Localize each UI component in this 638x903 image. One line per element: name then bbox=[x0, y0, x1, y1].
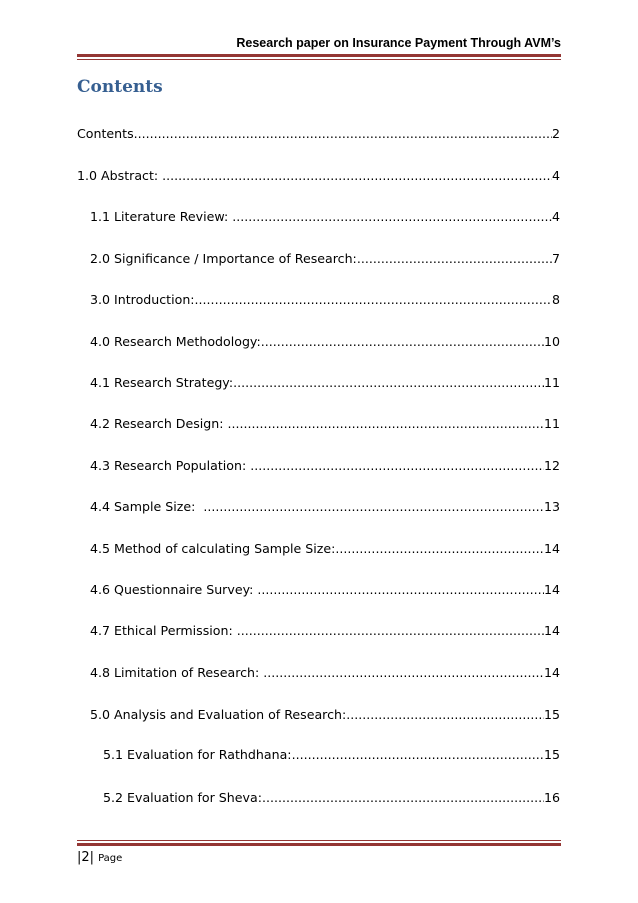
toc-entry-ethical-permission[interactable] bbox=[90, 622, 560, 640]
toc-leader bbox=[257, 581, 544, 599]
toc-page-number: 16 bbox=[543, 790, 560, 805]
toc-page-number: 14 bbox=[543, 582, 560, 597]
toc-label: 4.5 Method of calculating Sample Size: bbox=[90, 541, 336, 556]
toc-leader bbox=[357, 250, 552, 268]
footer-page-word: Page bbox=[98, 853, 123, 864]
toc-page-number: 13 bbox=[543, 499, 560, 514]
footer-rule-thin bbox=[77, 840, 561, 841]
toc-leader bbox=[134, 125, 552, 143]
toc-entry-analysis-evaluation[interactable] bbox=[90, 706, 560, 724]
toc-entry-questionnaire-survey[interactable] bbox=[90, 581, 560, 599]
footer-page-number: 2 bbox=[81, 850, 90, 865]
toc-page-number: 4 bbox=[551, 168, 560, 183]
toc-leader bbox=[346, 706, 544, 724]
toc-page-number: 2 bbox=[551, 126, 560, 141]
toc-entry-research-population[interactable] bbox=[90, 457, 560, 475]
toc-entry-sample-size-method[interactable] bbox=[90, 540, 560, 558]
toc-entry-contents[interactable] bbox=[77, 125, 560, 143]
toc-entry-abstract[interactable] bbox=[77, 167, 560, 185]
toc-page-number: 15 bbox=[543, 707, 560, 722]
header-rule-thin bbox=[77, 59, 561, 60]
toc-label: 4.7 Ethical Permission: bbox=[90, 623, 237, 638]
toc-leader bbox=[162, 167, 552, 185]
toc-label: 5.1 Evaluation for Rathdhana: bbox=[103, 747, 292, 762]
toc-page-number: 11 bbox=[543, 375, 560, 390]
toc-entry-literature-review[interactable] bbox=[90, 208, 560, 226]
toc-entry-research-design[interactable] bbox=[90, 415, 560, 433]
footer-separator: | bbox=[77, 850, 82, 865]
toc-leader bbox=[203, 498, 544, 516]
toc-page-number: 12 bbox=[543, 458, 560, 473]
toc-page-number: 14 bbox=[543, 623, 560, 638]
page-header-title: Research paper on Insurance Payment Through AVM’s bbox=[236, 36, 561, 50]
toc-label: 4.6 Questionnaire Survey: bbox=[90, 582, 258, 597]
toc-leader bbox=[261, 333, 544, 351]
toc-page-number: 15 bbox=[543, 747, 560, 762]
toc-entry-significance[interactable] bbox=[90, 250, 560, 268]
toc-entry-sample-size[interactable] bbox=[90, 498, 560, 516]
toc-label: 4.1 Research Strategy: bbox=[90, 375, 234, 390]
toc-label: 3.0 Introduction: bbox=[90, 292, 195, 307]
toc-page-number: 10 bbox=[543, 334, 560, 349]
toc-label: 4.8 Limitation of Research: bbox=[90, 665, 264, 680]
toc-label: Contents bbox=[77, 126, 134, 141]
toc-label: 5.2 Evaluation for Sheva: bbox=[103, 790, 262, 805]
toc-page-number: 14 bbox=[543, 541, 560, 556]
toc-leader bbox=[232, 208, 552, 226]
toc-entry-research-strategy[interactable] bbox=[90, 374, 560, 392]
toc-entry-research-methodology[interactable] bbox=[90, 333, 560, 351]
toc-label: 4.0 Research Methodology: bbox=[90, 334, 261, 349]
toc-label: 4.2 Research Design: bbox=[90, 416, 228, 431]
toc-entry-introduction[interactable] bbox=[90, 291, 560, 309]
toc-leader bbox=[250, 457, 544, 475]
toc-leader bbox=[228, 415, 544, 433]
toc-label: 4.3 Research Population: bbox=[90, 458, 251, 473]
toc-leader bbox=[292, 746, 544, 764]
toc-entry-limitation[interactable] bbox=[90, 664, 560, 682]
page-footer bbox=[77, 850, 122, 865]
toc-entry-evaluation-rathdhana[interactable] bbox=[103, 746, 560, 764]
toc-leader bbox=[237, 622, 544, 640]
toc-label: 1.0 Abstract: bbox=[77, 168, 163, 183]
toc-leader bbox=[263, 664, 544, 682]
toc-page-number: 7 bbox=[551, 251, 560, 266]
toc-page-number: 14 bbox=[543, 665, 560, 680]
toc-page-number: 4 bbox=[551, 209, 560, 224]
toc-label: 5.0 Analysis and Evaluation of Research: bbox=[90, 707, 347, 722]
toc-label: 1.1 Literature Review: bbox=[90, 209, 233, 224]
footer-rule-thick bbox=[77, 843, 561, 846]
toc-entry-evaluation-sheva[interactable] bbox=[103, 789, 560, 807]
toc-page-number: 8 bbox=[551, 292, 560, 307]
toc-leader bbox=[262, 789, 544, 807]
toc-leader bbox=[195, 291, 552, 309]
toc-label: 4.4 Sample Size: bbox=[90, 499, 204, 514]
toc-leader bbox=[335, 540, 544, 558]
header-rule-thick bbox=[77, 54, 561, 57]
contents-heading: Contents bbox=[77, 77, 163, 97]
toc-leader bbox=[233, 374, 544, 392]
toc-label: 2.0 Significance / Importance of Research: bbox=[90, 251, 357, 266]
footer-separator: | bbox=[89, 850, 95, 865]
toc-page-number: 11 bbox=[543, 416, 560, 431]
